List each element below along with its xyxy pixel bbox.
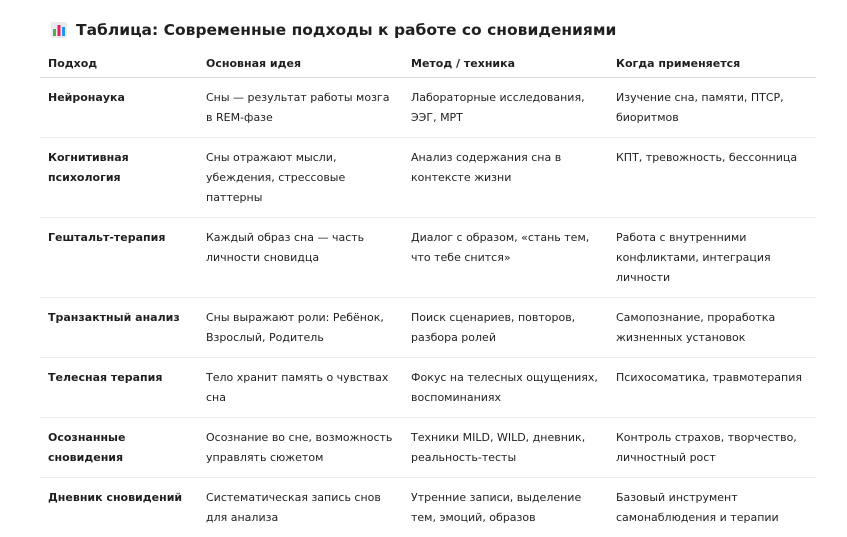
table-cell: Сны отражают мысли, убеждения, стрессовые паттерны [198, 138, 403, 218]
table-cell: Работа с внутренними конфликтами, интеграция личности [608, 218, 816, 298]
table-row [40, 358, 816, 418]
table-cell: Дневник сновидений [40, 478, 198, 537]
approaches-table [40, 48, 816, 537]
table-header-row [40, 48, 816, 78]
table-row [40, 298, 816, 358]
table-cell: Каждый образ сна — часть личности сновидца [198, 218, 403, 298]
column-header: Основная идея [198, 48, 403, 78]
table-cell: Техники MILD, WILD, дневник, реальность-тесты [403, 418, 608, 478]
table-cell: Утренние записи, выделение тем, эмоций, образов [403, 478, 608, 537]
table-row [40, 478, 816, 537]
table-cell: Телесная терапия [40, 358, 198, 418]
table-cell: Транзактный анализ [40, 298, 198, 358]
table-cell: Сны — результат работы мозга в REM-фазе [198, 78, 403, 138]
table-cell: Самопознание, проработка жизненных установок [608, 298, 816, 358]
table-row [40, 418, 816, 478]
table-cell: Фокус на телесных ощущениях, воспоминаниях [403, 358, 608, 418]
table-cell: Анализ содержания сна в контексте жизни [403, 138, 608, 218]
table-cell: Нейронаука [40, 78, 198, 138]
table-cell: Осознание во сне, возможность управлять сюжетом [198, 418, 403, 478]
column-header: Подход [40, 48, 198, 78]
table-cell: Тело хранит память о чувствах сна [198, 358, 403, 418]
table-row [40, 138, 816, 218]
table-cell: Изучение сна, памяти, ПТСР, биоритмов [608, 78, 816, 138]
table-cell: Систематическая запись снов для анализа [198, 478, 403, 537]
table-cell: Сны выражают роли: Ребёнок, Взрослый, Родитель [198, 298, 403, 358]
table-cell: Базовый инструмент самонаблюдения и терапии [608, 478, 816, 537]
table-cell: Гештальт-терапия [40, 218, 198, 298]
table-cell: Психосоматика, травмотерапия [608, 358, 816, 418]
table-cell: КПТ, тревожность, бессонница [608, 138, 816, 218]
column-header: Когда применяется [608, 48, 816, 78]
table-cell: Лабораторные исследования, ЭЭГ, МРТ [403, 78, 608, 138]
column-header: Метод / техника [403, 48, 608, 78]
bar-chart-icon [50, 21, 68, 39]
table-cell: Когнитивная психология [40, 138, 198, 218]
table-cell: Осознанные сновидения [40, 418, 198, 478]
table-cell: Контроль страхов, творчество, личностный рост [608, 418, 816, 478]
title-text: Таблица: Современные подходы к работе со сновидениями [76, 21, 616, 39]
table-row [40, 218, 816, 298]
table-title [50, 21, 616, 39]
table-row [40, 78, 816, 138]
table-cell: Поиск сценариев, повторов, разбора ролей [403, 298, 608, 358]
table-cell: Диалог с образом, «стань тем, что тебе снится» [403, 218, 608, 298]
